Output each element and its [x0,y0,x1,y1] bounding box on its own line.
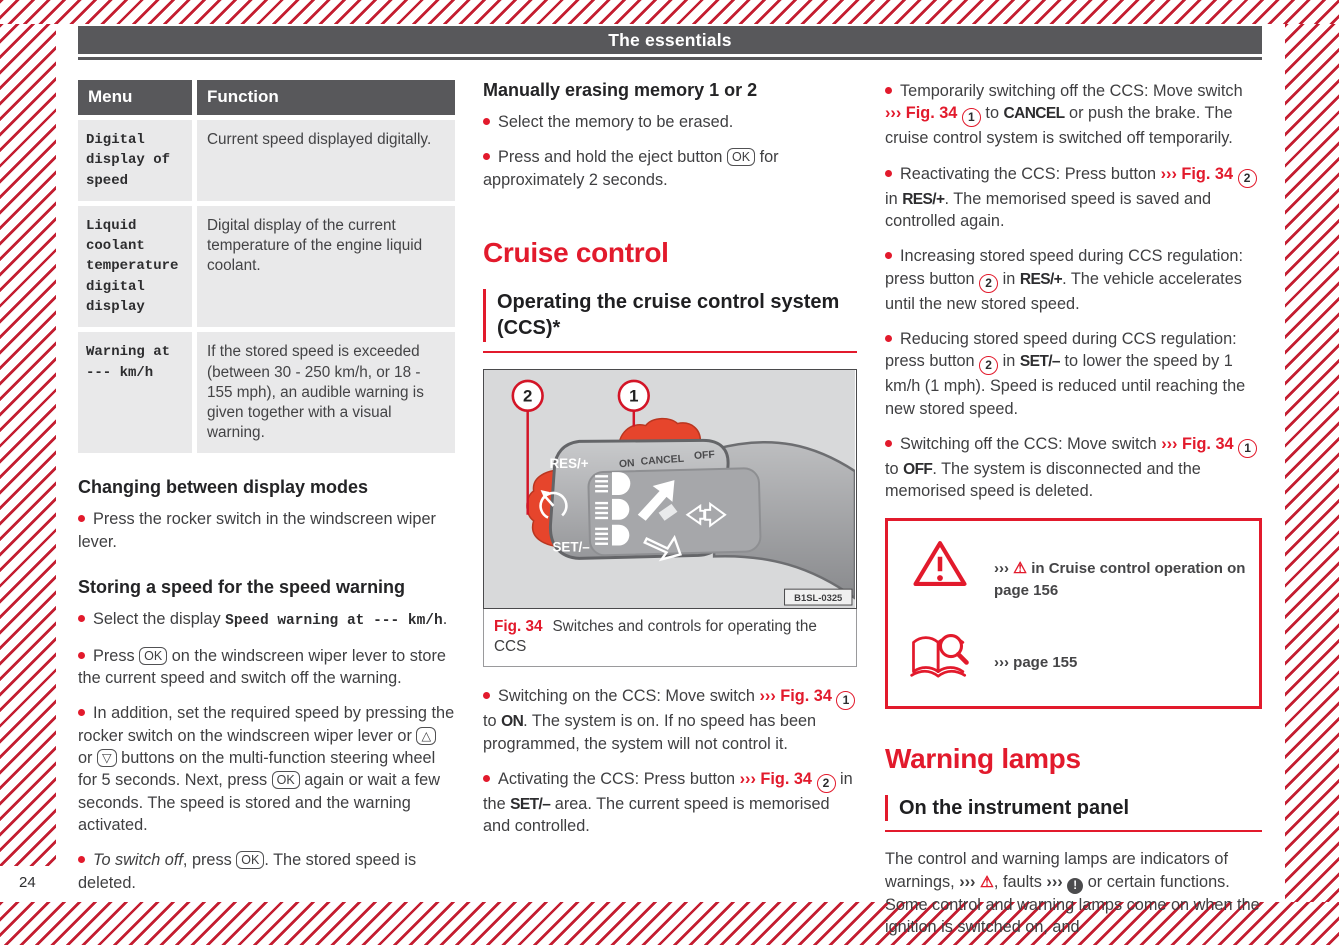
column-middle [483,78,857,851]
bullet-item: Increasing stored speed during CCS regulation: press button 2 in RES/+. The vehicle accelerates until the new stored speed. [885,245,1262,315]
bullet-item: Press OK on the windscreen wiper lever to store the current speed and switch off the warning. [78,645,455,690]
page-title: The essentials [608,29,732,50]
figure-34 [483,369,857,668]
table-cell-menu: Liquid coolant temperature digital display [78,206,192,327]
svg-text:1: 1 [629,386,639,406]
section-title-cruise-control: Cruise control [483,236,669,268]
book-magnifier-icon [900,631,980,683]
page-border-stripes-top [0,0,1339,24]
warning-note-row: ››› ⚠ in Cruise control operation on page 156 [900,537,1247,616]
bullet-item: Temporarily switching off the CCS: Move switch ››› Fig. 34 1 to CANCEL or push the brake. The cruise control system is switched off temporarily. [885,80,1262,150]
on-label: ON [618,457,636,470]
set-minus-label: SET/– [552,539,590,555]
warning-note-row: ››› page 155 [900,631,1247,688]
column-left [78,78,455,907]
warning-triangle-icon [900,537,980,591]
bullet-item: Switching off the CCS: Move switch ››› Fig. 34 1 to OFF. The system is disconnected and the memorised speed is deleted. [885,433,1262,503]
table-header-function: Function [197,80,455,115]
table-cell-function: Digital display of the current temperature of the engine liquid coolant. [197,206,455,327]
table-cell-function: Current speed displayed digitally. [197,120,455,201]
section-title-warning-lamps: Warning lamps [885,743,1081,775]
image-code: B1SL-0325 [794,591,843,603]
page-number: 24 [19,874,36,891]
table-header-menu: Menu [78,80,192,115]
bullet-item: Press and hold the eject button OK for approximately 2 seconds. [483,146,857,191]
warning-note-box [885,518,1262,709]
menu-function-table [78,80,455,453]
column-right [885,78,1262,951]
figure-number: Fig. 34 [494,617,543,635]
subsection-instrument-panel: On the instrument panel [885,795,1262,832]
page-header [78,26,1262,54]
subsection-operating-ccs: Operating the cruise control system (CCS)* [483,289,857,353]
table-cell-function: If the stored speed is exceeded (between 30 - 250 km/h, or 18 - 155 mph), an audible warning is given together with a visual warning. [197,332,455,453]
ccs-stalk-illustration [483,369,857,609]
bullet-item: Select the memory to be erased. [483,111,857,133]
page-border-stripes-right [1285,24,1339,902]
figure-caption-text: Switches and controls for operating the CCS [494,617,817,655]
table-cell-menu: Digital display of speed [78,120,192,201]
bullet-item: Switching on the CCS: Move switch ››› Fig. 34 1 to ON. The system is on. If no speed has been programmed, the system will not control it. [483,685,857,755]
bullet-item: Activating the CCS: Press button ››› Fig. 34 2 in the SET/– area. The current speed is memorised and controlled. [483,768,857,838]
off-label: OFF [693,449,716,462]
bullet-item: Reducing stored speed during CCS regulation: press button 2 in SET/– to lower the speed by 1 km/h (1 mph). Speed is reduced until reaching the new stored speed. [885,328,1262,420]
heading-storing-speed-warning: Storing a speed for the speed warning [78,576,406,597]
cancel-label: CANCEL [640,453,685,468]
svg-text:2: 2 [523,386,533,406]
warning-lamps-paragraph: The control and warning lamps are indicators of warnings, ››› ⚠, faults ››› ! or certain functions. Some control and warning lamps come on when the ignition is switched on, and [885,850,1260,937]
bullet-item: Press the rocker switch in the windscreen wiper lever. [78,508,455,553]
bullet-item: In addition, set the required speed by pressing the rocker switch on the windscreen wiper lever or △ or ▽ buttons on the multi-function steering wheel for 5 seconds. Next, press OK again or wait a few seconds. The speed is stored and the warning activated. [78,702,455,836]
table-cell-menu: Warning at --- km/h [78,332,192,453]
bullet-item: Select the display Speed warning at --- km/h. [78,608,455,632]
bullet-item: To switch off, press OK . The stored speed is deleted. [78,849,455,894]
heading-erasing-memory: Manually erasing memory 1 or 2 [483,80,758,100]
bullet-item: Reactivating the CCS: Press button ››› Fig. 34 2 in RES/+. The memorised speed is saved and controlled again. [885,163,1262,233]
figure-caption [483,609,857,668]
res-plus-label: RES/+ [549,455,589,471]
image-code-tag [785,589,852,605]
heading-changing-display-modes: Changing between display modes [78,477,369,498]
page-border-stripes-left [0,24,56,866]
